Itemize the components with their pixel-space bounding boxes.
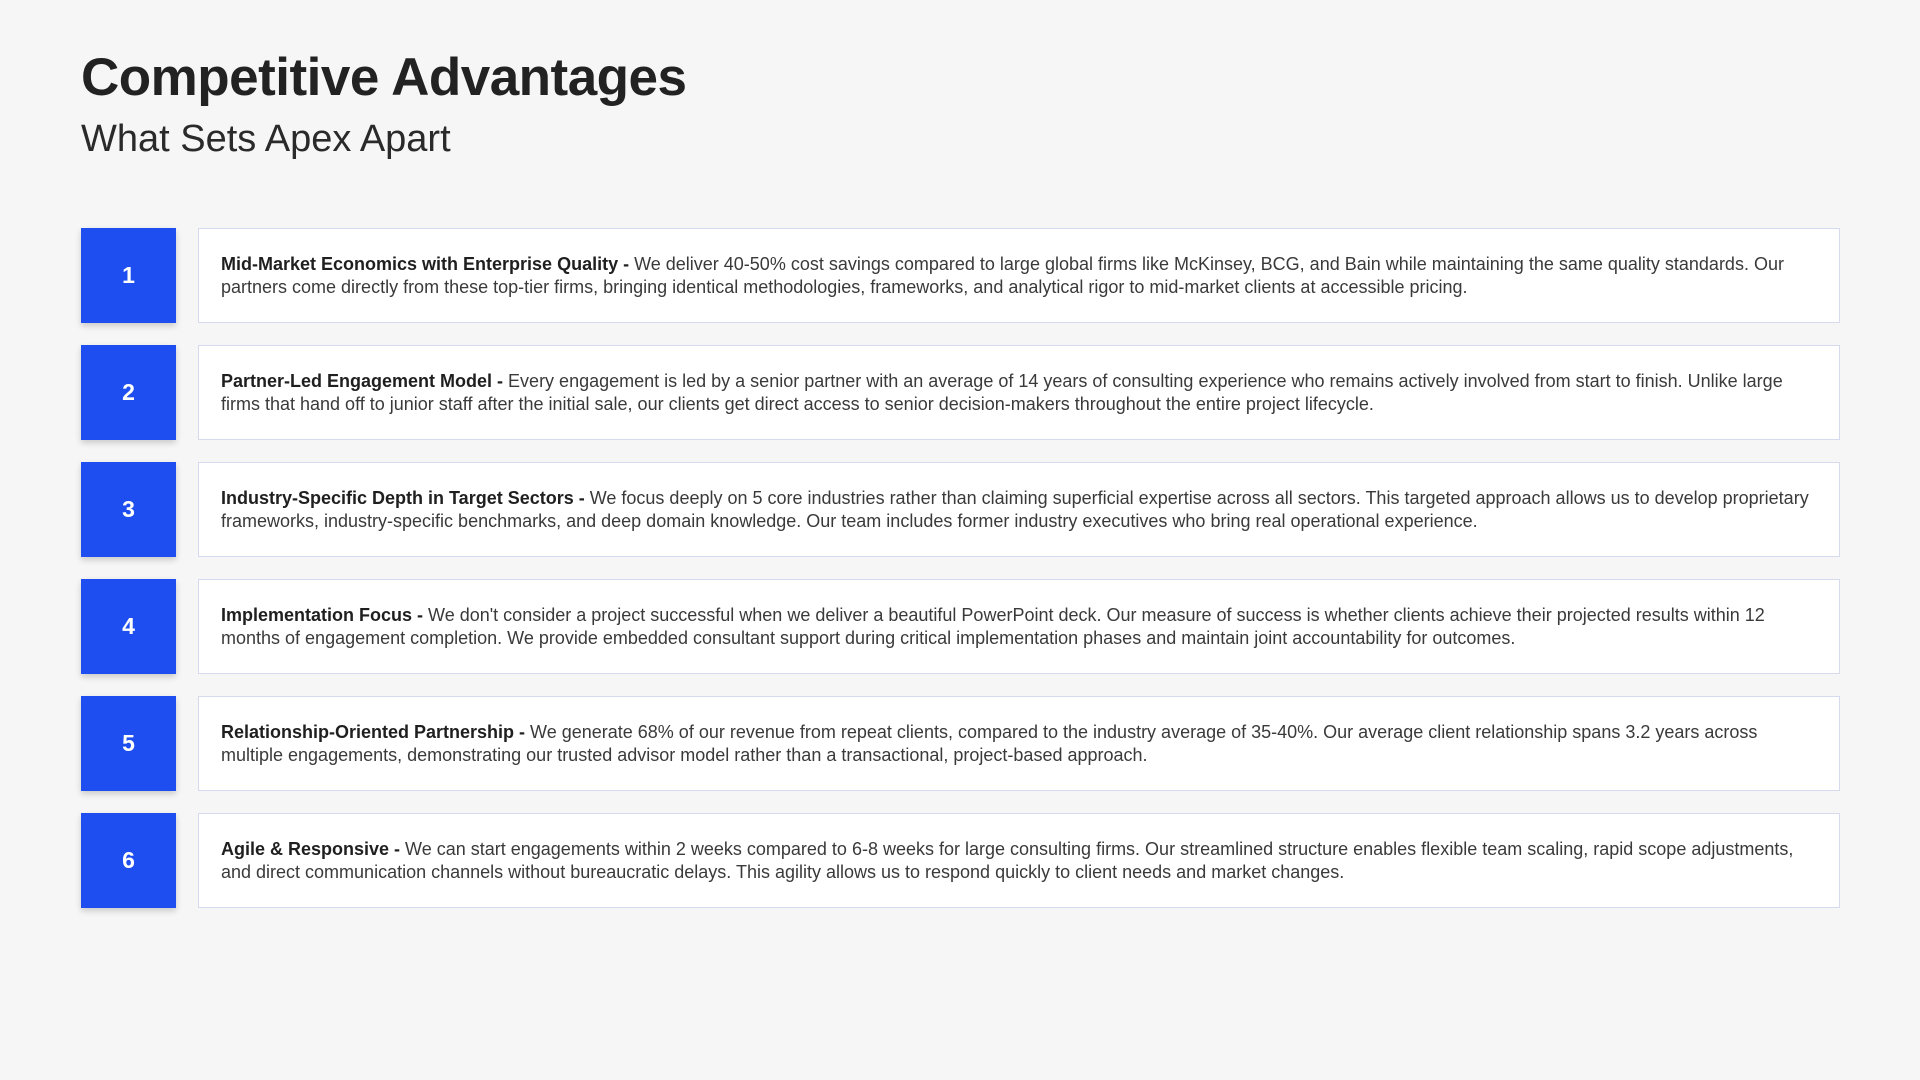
advantage-item xyxy=(81,813,1840,908)
advantage-description: We focus deeply on 5 core industries rather than claiming superficial expertise across all sectors. This targeted approach allows us to develop proprietary frameworks, industry-specific benchmarks, and deep domain knowledge. Our team includes former industry executives who bring real operational experience. xyxy=(221,487,1809,531)
advantage-text xyxy=(221,838,1817,884)
advantage-item xyxy=(81,579,1840,674)
advantage-description: We generate 68% of our revenue from repeat clients, compared to the industry average of 35-40%. Our average client relationship spans 3.2 years across multiple engagements, demonstrating our trusted advisor model rather than a transactional, project-based approach. xyxy=(221,721,1758,765)
advantage-item xyxy=(81,462,1840,557)
advantage-heading: Industry-Specific Depth in Target Sectors - xyxy=(221,487,585,508)
advantage-text xyxy=(221,487,1817,533)
advantage-heading: Implementation Focus - xyxy=(221,604,424,625)
advantage-heading: Agile & Responsive - xyxy=(221,838,401,859)
advantage-text xyxy=(221,370,1817,416)
advantage-number-badge: 4 xyxy=(81,579,176,674)
advantage-number-badge: 2 xyxy=(81,345,176,440)
advantages-list xyxy=(81,228,1840,930)
advantage-description: We can start engagements within 2 weeks compared to 6-8 weeks for large consulting firms. Our streamlined structure enables flexible team scaling, rapid scope adjustments, and direct communication channels without bureaucratic delays. This agility allows us to respond quickly to client needs and market changes. xyxy=(221,838,1794,882)
advantage-heading: Relationship-Oriented Partnership - xyxy=(221,721,526,742)
advantage-description: We deliver 40-50% cost savings compared to large global firms like McKinsey, BCG, and Bain while maintaining the same quality standards. Our partners come directly from these top-tier firms, bringing identical methodologies, frameworks, and analytical rigor to mid-market clients at accessible pricing. xyxy=(221,253,1784,297)
advantage-item xyxy=(81,228,1840,323)
advantage-description: Every engagement is led by a senior partner with an average of 14 years of consulting experience who remains actively involved from start to finish. Unlike large firms that hand off to junior staff after the initial sale, our clients get direct access to senior decision-makers throughout the entire project lifecycle. xyxy=(221,370,1783,414)
advantage-card xyxy=(198,345,1840,440)
advantage-text xyxy=(221,721,1817,767)
advantage-item xyxy=(81,345,1840,440)
advantage-number-badge: 6 xyxy=(81,813,176,908)
advantage-number-badge: 5 xyxy=(81,696,176,791)
advantage-card xyxy=(198,462,1840,557)
advantage-description: We don't consider a project successful when we deliver a beautiful PowerPoint deck. Our measure of success is whether clients achieve their projected results within 12 months of engagement completion. We provide embedded consultant support during critical implementation phases and maintain joint accountability for outcomes. xyxy=(221,604,1765,648)
advantage-card xyxy=(198,579,1840,674)
page-title: Competitive Advantages xyxy=(81,48,687,107)
advantage-card xyxy=(198,813,1840,908)
advantage-text xyxy=(221,604,1817,650)
advantage-card xyxy=(198,228,1840,323)
advantage-card xyxy=(198,696,1840,791)
advantage-number-badge: 3 xyxy=(81,462,176,557)
advantage-heading: Mid-Market Economics with Enterprise Quality - xyxy=(221,253,630,274)
advantage-text xyxy=(221,253,1817,299)
advantage-number-badge: 1 xyxy=(81,228,176,323)
advantage-item xyxy=(81,696,1840,791)
advantage-heading: Partner-Led Engagement Model - xyxy=(221,370,504,391)
page-subtitle: What Sets Apex Apart xyxy=(81,118,451,160)
